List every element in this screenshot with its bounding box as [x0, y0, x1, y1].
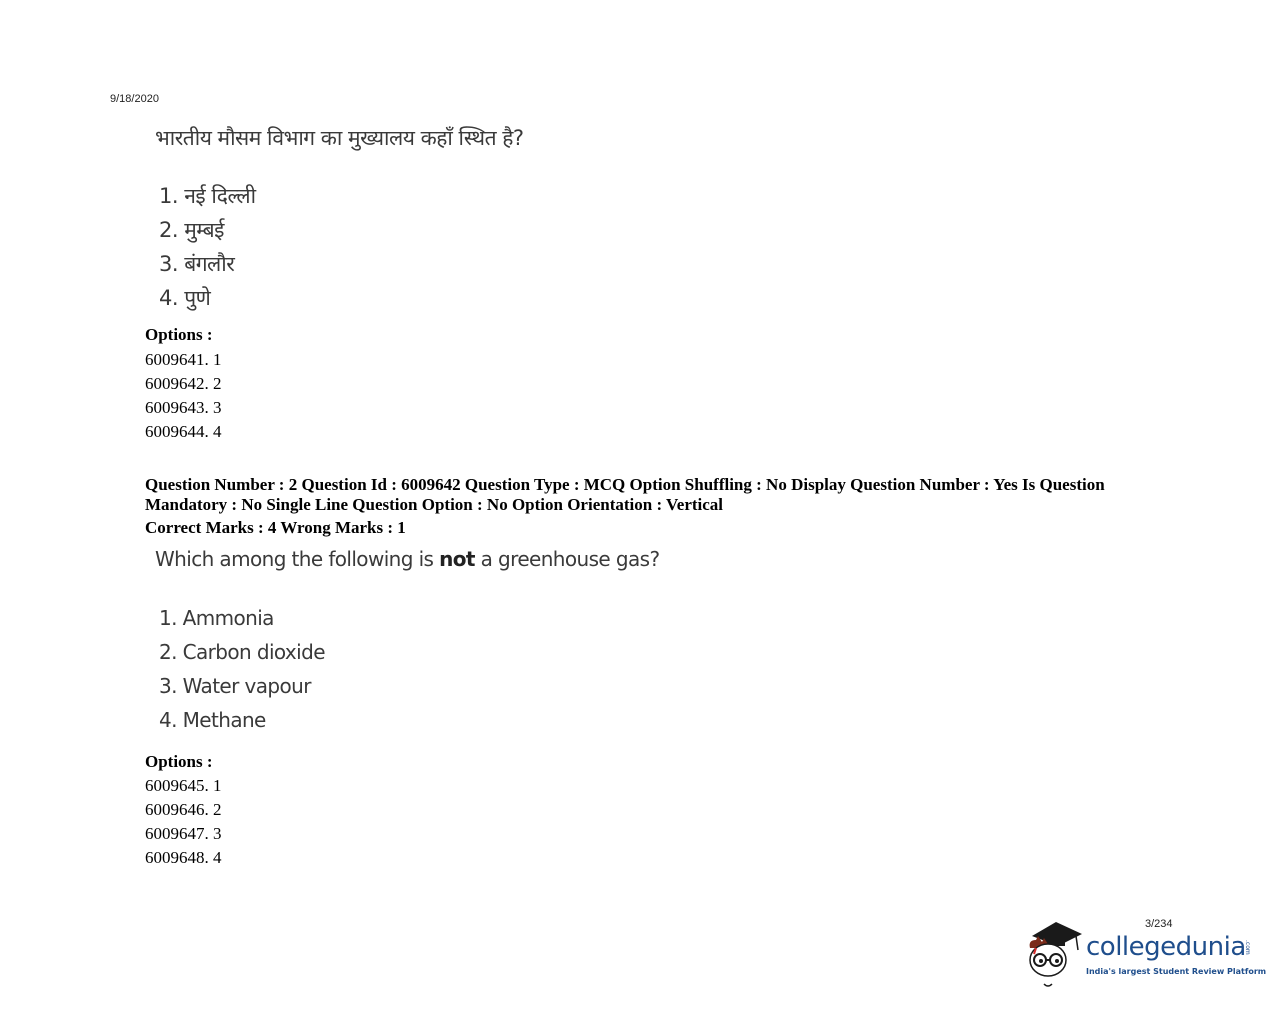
option-item: 6009645. 1 [145, 776, 222, 795]
question-1-choices [159, 180, 256, 316]
option-item: 6009648. 4 [145, 848, 222, 867]
option-item: 6009644. 4 [145, 422, 222, 441]
logo-wordmark: collegedunia [1086, 932, 1246, 962]
mascot-icon [1026, 918, 1086, 988]
choice-item: 4. Methane [159, 708, 266, 732]
options-list [145, 348, 222, 444]
question-2-marks: Correct Marks : 4 Wrong Marks : 1 [145, 518, 406, 537]
question-2-text [155, 547, 659, 571]
option-item: 6009643. 3 [145, 398, 222, 417]
question-2-meta: Question Number : 2 Question Id : 6009642 Question Type : MCQ Option Shuffling : No Display Question Number : Yes Is Question Mandatory : No Single Line Question Option : No Option Orientation : Vertical [145, 475, 1105, 514]
question-text-emphasis: not [439, 547, 475, 571]
options-list [145, 774, 222, 870]
choice-item: 2. मुम्बई [159, 218, 224, 242]
choice-item: 2. Carbon dioxide [159, 640, 325, 664]
choice-item: 1. Ammonia [159, 606, 274, 630]
choice-item: 4. पुणे [159, 286, 211, 310]
logo-suffix: .com [1244, 940, 1251, 955]
choice-item: 3. Water vapour [159, 674, 311, 698]
date-header: 9/18/2020 [110, 93, 159, 105]
option-item: 6009641. 1 [145, 350, 222, 369]
question-text-part: a greenhouse gas? [474, 547, 660, 571]
page-number: 3/234 [1145, 918, 1173, 930]
options-label: Options : [145, 325, 213, 344]
option-item: 6009647. 3 [145, 824, 222, 843]
choice-item: 1. नई दिल्ली [159, 184, 256, 208]
question-1-text: भारतीय मौसम विभाग का मुख्यालय कहाँ स्थित है? [155, 126, 524, 150]
options-label: Options : [145, 752, 213, 771]
question-text-part: Which among the following is [155, 547, 440, 571]
question-2-choices [159, 602, 325, 738]
option-item: 6009646. 2 [145, 800, 222, 819]
collegedunia-logo [1026, 918, 1267, 988]
logo-tagline: India's largest Student Review Platform [1086, 967, 1267, 976]
choice-item: 3. बंगलौर [159, 252, 235, 276]
option-item: 6009642. 2 [145, 374, 222, 393]
